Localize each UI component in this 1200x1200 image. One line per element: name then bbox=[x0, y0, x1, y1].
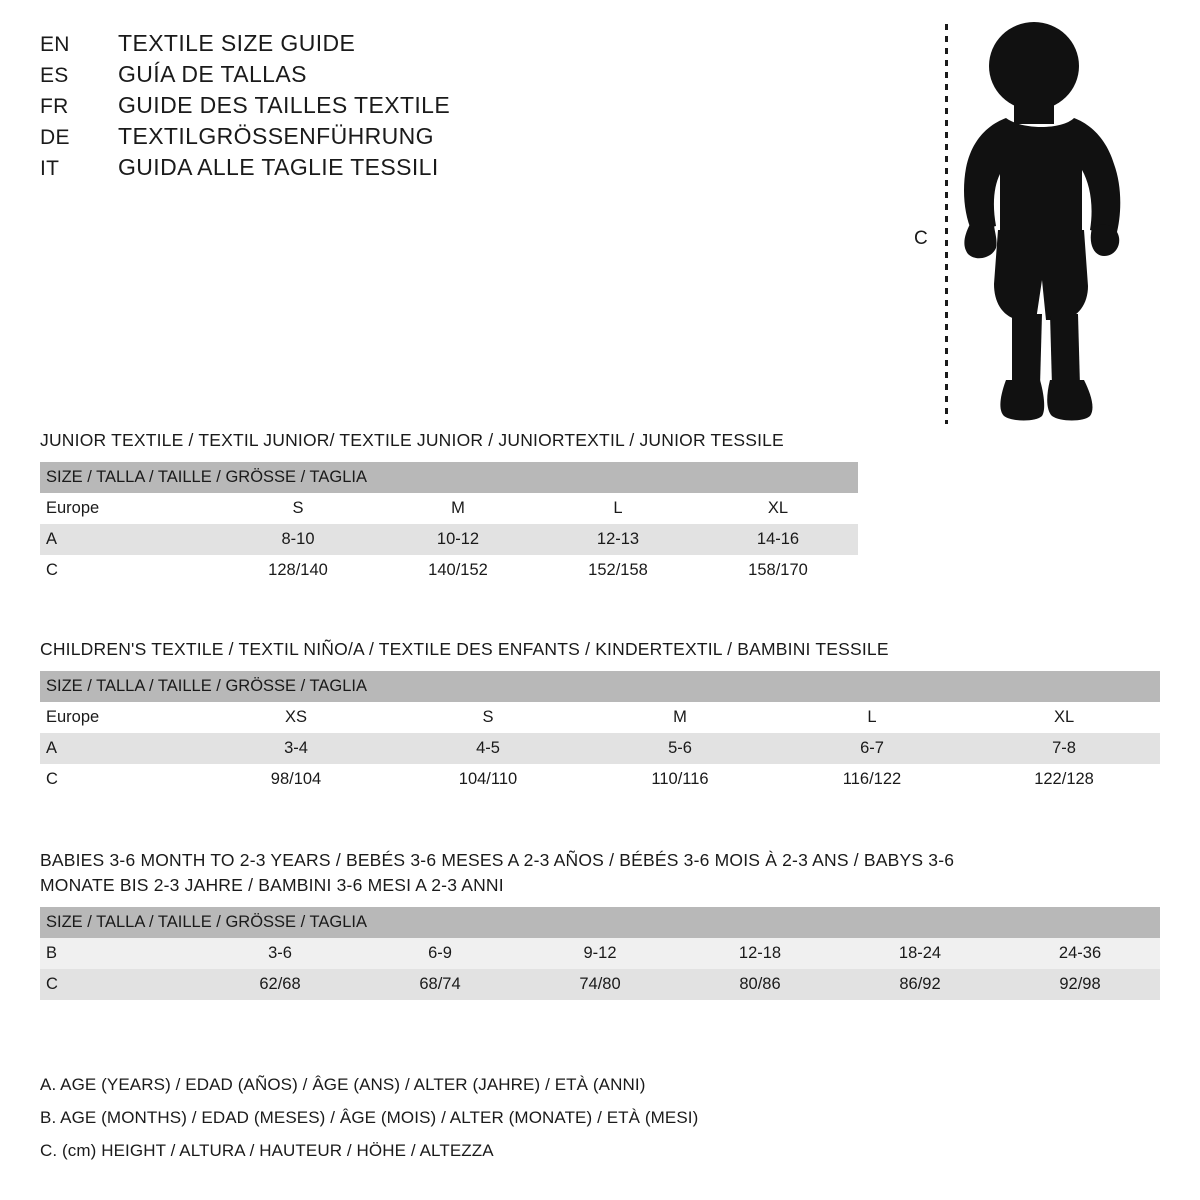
table-cell: 68/74 bbox=[360, 969, 520, 1000]
row-label: B bbox=[40, 938, 200, 969]
table-cell: 140/152 bbox=[378, 555, 538, 586]
language-title: GUIDE DES TAILLES TEXTILE bbox=[118, 92, 451, 118]
column-header-size: S bbox=[218, 493, 378, 524]
row-label: C bbox=[40, 969, 200, 1000]
language-title: GUÍA DE TALLAS bbox=[118, 61, 307, 87]
table-cell: 6-7 bbox=[776, 733, 968, 764]
table-head-label: SIZE / TALLA / TAILLE / GRÖSSE / TAGLIA bbox=[40, 671, 1160, 702]
column-header-region: Europe bbox=[40, 702, 200, 733]
language-code: DE bbox=[40, 126, 70, 149]
language-row-it bbox=[40, 154, 660, 185]
child-silhouette-icon bbox=[950, 18, 1140, 430]
language-code: EN bbox=[40, 33, 70, 56]
table-row bbox=[40, 524, 858, 555]
table-cell: 4-5 bbox=[392, 733, 584, 764]
column-header-size: L bbox=[538, 493, 698, 524]
table-row bbox=[40, 938, 1160, 969]
table-cell: 5-6 bbox=[584, 733, 776, 764]
table-cell: 8-10 bbox=[218, 524, 378, 555]
table-row bbox=[40, 555, 858, 586]
language-row-es bbox=[40, 61, 660, 92]
table-cell: 9-12 bbox=[520, 938, 680, 969]
language-row-en bbox=[40, 30, 660, 61]
table-cell: 74/80 bbox=[520, 969, 680, 1000]
column-header-size: XL bbox=[968, 702, 1160, 733]
row-label: A bbox=[40, 733, 200, 764]
table-cell: 98/104 bbox=[200, 764, 392, 795]
language-code: ES bbox=[40, 64, 69, 87]
row-label: A bbox=[40, 524, 218, 555]
table-cell: 10-12 bbox=[378, 524, 538, 555]
column-header-size: XL bbox=[698, 493, 858, 524]
table-cell: 6-9 bbox=[360, 938, 520, 969]
table-cell: 86/92 bbox=[840, 969, 1000, 1000]
section-title: CHILDREN'S TEXTILE / TEXTIL NIÑO/A / TEXTILE DES ENFANTS / KINDERTEXTIL / BAMBINI TESSILE bbox=[40, 639, 889, 659]
junior-size-table bbox=[40, 462, 858, 586]
height-measurement-figure bbox=[900, 10, 1140, 430]
legend-line-b: B. AGE (MONTHS) / EDAD (MESES) / ÂGE (MOIS) / ALTER (MONATE) / ETÀ (MESI) bbox=[40, 1108, 699, 1127]
table-cell: 3-4 bbox=[200, 733, 392, 764]
section-childrens-textile bbox=[40, 637, 1160, 795]
table-head-row bbox=[40, 462, 858, 493]
table-cell: 3-6 bbox=[200, 938, 360, 969]
legend-line-a: A. AGE (YEARS) / EDAD (AÑOS) / ÂGE (ANS) / ALTER (JAHRE) / ETÀ (ANNI) bbox=[40, 1075, 646, 1094]
table-head-label: SIZE / TALLA / TAILLE / GRÖSSE / TAGLIA bbox=[40, 907, 1160, 938]
table-cell: 14-16 bbox=[698, 524, 858, 555]
babies-size-table bbox=[40, 907, 1160, 1000]
column-header-size: M bbox=[584, 702, 776, 733]
language-title: TEXTILE SIZE GUIDE bbox=[118, 30, 356, 56]
section-junior-textile bbox=[40, 428, 1160, 586]
table-row-columns bbox=[40, 702, 1160, 733]
language-title: GUIDA ALLE TAGLIE TESSILI bbox=[118, 154, 439, 180]
row-label: C bbox=[40, 555, 218, 586]
table-cell: 12-18 bbox=[680, 938, 840, 969]
language-row-fr bbox=[40, 92, 660, 123]
table-cell: 116/122 bbox=[776, 764, 968, 795]
table-row bbox=[40, 764, 1160, 795]
table-row bbox=[40, 733, 1160, 764]
table-head-label: SIZE / TALLA / TAILLE / GRÖSSE / TAGLIA bbox=[40, 462, 858, 493]
row-label: C bbox=[40, 764, 200, 795]
column-header-size: L bbox=[776, 702, 968, 733]
table-cell: 158/170 bbox=[698, 555, 858, 586]
table-head-row bbox=[40, 907, 1160, 938]
table-cell: 62/68 bbox=[200, 969, 360, 1000]
table-cell: 92/98 bbox=[1000, 969, 1160, 1000]
section-babies-textile bbox=[40, 848, 1160, 1000]
column-header-size: XS bbox=[200, 702, 392, 733]
section-title: BABIES 3-6 MONTH TO 2-3 YEARS / BEBÉS 3-6 MESES A 2-3 AÑOS / BÉBÉS 3-6 MOIS À 2-3 ANS / BABYS 3-6 MONATE BIS 2-3 JAHRE / BAMBINI 3-6 MESI A 2-3 ANNI bbox=[40, 850, 955, 895]
language-title-block bbox=[40, 30, 660, 185]
children-size-table bbox=[40, 671, 1160, 795]
table-cell: 80/86 bbox=[680, 969, 840, 1000]
table-cell: 152/158 bbox=[538, 555, 698, 586]
column-header-region: Europe bbox=[40, 493, 218, 524]
table-cell: 24-36 bbox=[1000, 938, 1160, 969]
table-cell: 7-8 bbox=[968, 733, 1160, 764]
legend-block bbox=[40, 1068, 1040, 1167]
table-row-columns bbox=[40, 493, 858, 524]
section-title: JUNIOR TEXTILE / TEXTIL JUNIOR/ TEXTILE JUNIOR / JUNIORTEXTIL / JUNIOR TESSILE bbox=[40, 430, 784, 450]
language-code: FR bbox=[40, 95, 69, 118]
column-header-size: S bbox=[392, 702, 584, 733]
measure-label-c: C bbox=[914, 228, 928, 249]
column-header-size: M bbox=[378, 493, 538, 524]
legend-line-c: C. (cm) HEIGHT / ALTURA / HAUTEUR / HÖHE / ALTEZZA bbox=[40, 1141, 494, 1160]
table-cell: 18-24 bbox=[840, 938, 1000, 969]
height-dotted-line-icon bbox=[945, 24, 948, 424]
table-cell: 110/116 bbox=[584, 764, 776, 795]
language-title: TEXTILGRÖSSENFÜHRUNG bbox=[118, 123, 434, 149]
table-cell: 12-13 bbox=[538, 524, 698, 555]
language-row-de bbox=[40, 123, 660, 154]
table-cell: 104/110 bbox=[392, 764, 584, 795]
table-head-row bbox=[40, 671, 1160, 702]
table-row bbox=[40, 969, 1160, 1000]
table-cell: 122/128 bbox=[968, 764, 1160, 795]
language-code: IT bbox=[40, 157, 60, 180]
table-cell: 128/140 bbox=[218, 555, 378, 586]
